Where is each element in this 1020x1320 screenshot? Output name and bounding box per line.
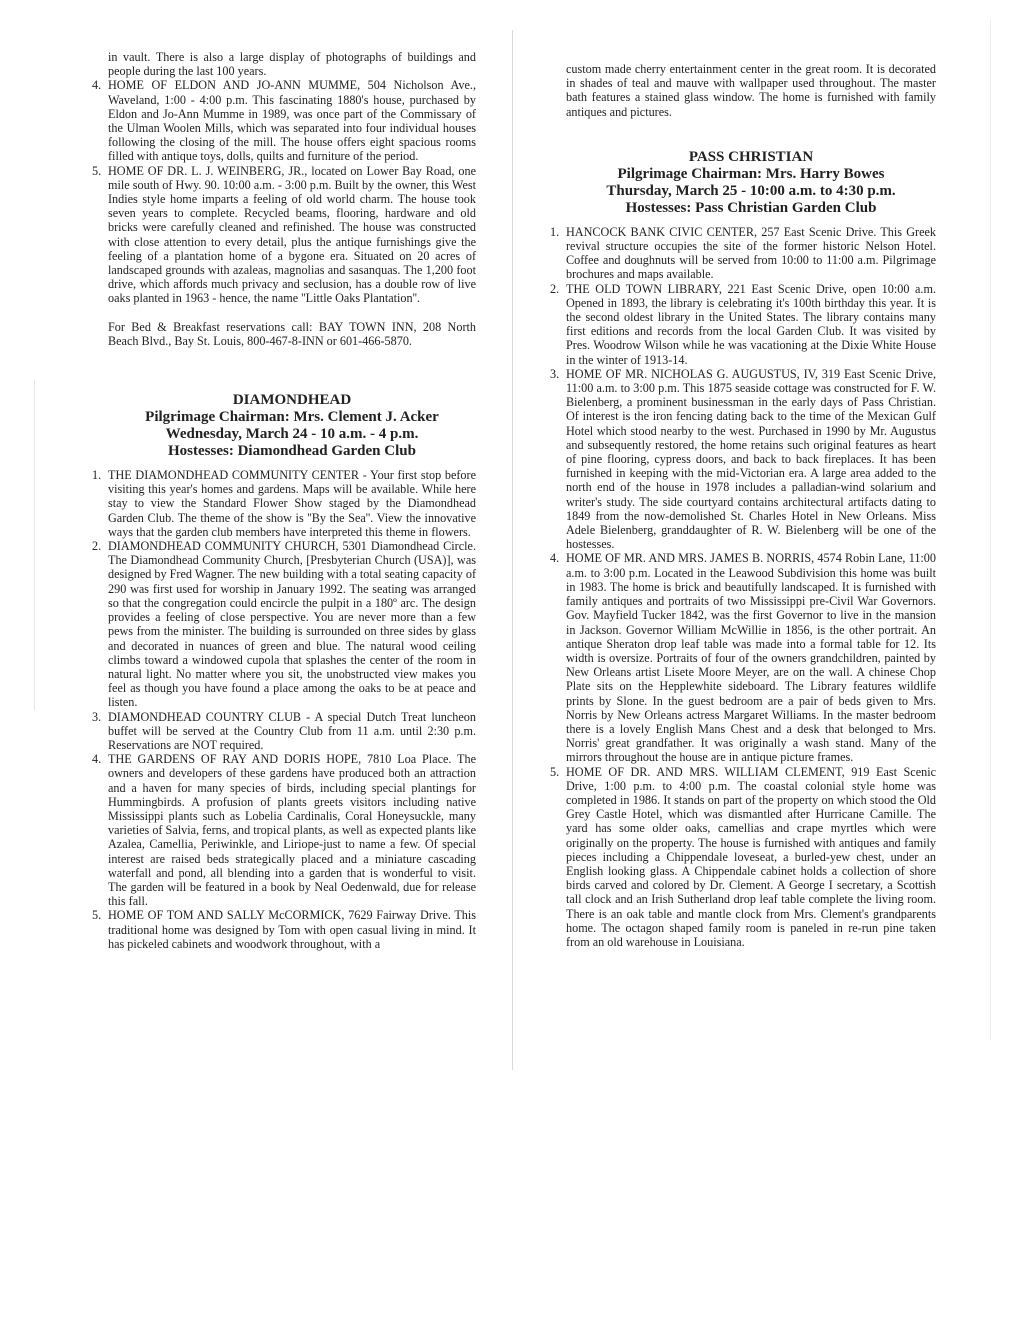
pass-christian-list (550, 224, 936, 949)
item-number: 4. (92, 752, 102, 767)
right-intro-continuation: custom made cherry entertainment center in the great room. It is decorated in shades of teal and mauve with wallpaper used throughout. The master bath features a stained glass window. The home is furnished with family antiques and pictures. (566, 62, 936, 119)
item-text: HOME OF ELDON AND JO-ANN MUMME, 504 Nicholson Ave., Waveland, 1:00 - 4:00 p.m. This fascinating 1880's house, purchased by Eldon and Jo-Ann Mumme in 1989, was once part of the Commissary of the Ulman Woolen Mills, which was separated into four individual houses following the closing of the mill. The house offers eight spacious rooms filled with antique toys, dolls, quilts and furniture of the period. (108, 78, 476, 164)
section-title: DIAMONDHEAD (232, 392, 352, 409)
item-text: THE OLD TOWN LIBRARY, 221 East Scenic Drive, open 10:00 a.m. Opened in 1893, the library is celebrating it's 100th birthday this year. It is the second oldest library in the United States. The library contains many first editions and records from the local Garden Club. It was visited by Pres. Woodrow Wilson while he was vacationing at the Dixie White House in the winter of 1913-14. (566, 281, 936, 367)
scan-edge-right (990, 20, 991, 1040)
list-item (92, 709, 476, 753)
event-date: Thursday, March 25 - 10:00 a.m. to 4:30 p.m. (606, 182, 896, 199)
list-item (550, 281, 936, 367)
right-column (550, 62, 936, 949)
diamondhead-heading (108, 392, 476, 460)
list-item (92, 78, 476, 164)
scan-edge-left (34, 380, 35, 710)
item-text: DIAMONDHEAD COUNTRY CLUB - A special Dutch Treat luncheon buffet will be served at the Country Club from 11 a.m. until 2:30 p.m. Reservations are NOT required. (108, 709, 476, 752)
item-number: 3. (550, 366, 560, 381)
item-number: 1. (550, 224, 560, 239)
item-number: 3. (92, 709, 102, 724)
list-item (92, 752, 476, 909)
page-fold-line (512, 30, 513, 1070)
list-item (550, 366, 936, 552)
list-item (550, 764, 936, 950)
pilgrimage-chairman: Pilgrimage Chairman: Mrs. Clement J. Acker (145, 409, 439, 426)
item-number: 1. (92, 468, 102, 483)
list-item (550, 224, 936, 282)
item-text: THE GARDENS OF RAY AND DORIS HOPE, 7810 Loa Place. The owners and developers of these gardens have produced both an attraction and a haven for many species of birds, including special plantings for Hummingbirds. A profusion of plants greets visitors including native Mississippi plants such as Lobelia Cardinalis, Coral Honeysuckle, many varieties of Salvia, ferns, and tropical plants, as well as expected plants like Azalea, Camellia, Periwinkle, and Liriope-just to name a few. Of special interest are raised beds strategically placed and a miniature cascading waterfall and pond, all blending into a garden that is wonderful to visit. The garden will be featured in a book by Neal Oedenwald, due for release this fall. (108, 752, 476, 909)
list-item (92, 908, 476, 951)
section-title: PASS CHRISTIAN (688, 148, 814, 165)
item-number: 5. (550, 764, 560, 779)
bed-and-breakfast-note: For Bed & Breakfast reservations call: BAY TOWN INN, 208 North Beach Blvd., Bay St. Louis, 800-467-8-INN or 601-466-5870. (108, 319, 476, 348)
pilgrimage-chairman: Pilgrimage Chairman: Mrs. Harry Bowes (617, 165, 885, 182)
hostesses: Hostesses: Diamondhead Garden Club (168, 443, 416, 460)
item-number: 5. (92, 163, 102, 178)
item-text: HOME OF MR. AND MRS. JAMES B. NORRIS, 4574 Robin Lane, 11:00 a.m. to 3:00 p.m. Located in the Leawood Subdivision this home was built in 1983. The home is brick and beautifully landscaped. It is furnished with family antiques and portraits of two Mississippi pre-Civil War Governors. Gov. Mayfield Tucker 1842, was the first Governor to live in the mansion in Jackson. Governor William McWillie in 1856, is the other portrait. An antique Sheraton drop leaf table was made into a formal table for 12. Its width is oversize. Portraits of four of the owners grandchildren, painted by New Orleans artist Lisete Moore Meyer, are on the wall. A chinese Chop Plate sits on the Hepplewhite sideboard. The Library features wildlife prints by Slone. In the guest bedroom are a pair of beds given to Mrs. Norris by New Orleans actress Margaret Williams. In the master bedroom there is a lovely English Mans Chest and a desk that belonged to Mrs. Norris' great grandfather. It was originally a wash stand. Many of the mirrors throughout the house are in antique picture frames. (566, 551, 936, 765)
pass-christian-heading (566, 149, 936, 217)
list-item (92, 163, 476, 306)
item-number: 4. (550, 551, 560, 566)
list-item (92, 539, 476, 710)
item-number: 2. (92, 539, 102, 554)
item-text: THE DIAMONDHEAD COMMUNITY CENTER - Your first stop before visiting this year's homes and gardens. Maps will be available. While here stay to view the Standard Flower Show staged by the Diamondhead Garden Club. The theme of the show is ''By the Sea''. View the innovative ways that the garden club members have interpreted this theme in flowers. (108, 468, 476, 539)
item-text: HOME OF DR. L. J. WEINBERG, JR., located on Lower Bay Road, one mile south of Hwy. 90. 10:00 a.m. - 3:00 p.m. Built by the owner, this West Indies style home imparts a feeling of old world charm. The house took seven years to complete. Recycled beams, flooring, hardware and old bricks were carefully cleaned and refinished. The house was constructed with close attention to every detail, plus the antique furnishings give the feeling of a plantation home of a bygone era. Situated on 20 acres of landscaped grounds with azaleas, magnolias and sasanquas. The 1,200 foot drive, which affords much privacy and seclusion, has a double row of live oaks planted in 1963 - hence, the name ''Little Oaks Plantation''. (108, 163, 476, 306)
item-text: DIAMONDHEAD COMMUNITY CHURCH, 5301 Diamondhead Circle. The Diamondhead Community Church, [Presbyterian Church (USA)], was designed by Fred Wagner. The new building with a total seating capacity of 290 was first used for worship in January 1992. The seating was arranged so that the congregation could encircle the pulpit in a 180º arc. The design provides a feeling of close perspective. You are never more than a few pews from the minister. The building is surrounded on three sides by glass and decorated in nuances of green and blue. The natural wood ceiling climbs toward a windowed cupola that splashes the center of the room in natural light. No matter where you sit, the unobstructed view makes you feel as though you have found a place among the oaks to be at peace and listen. (108, 539, 476, 710)
hostesses: Hostesses: Pass Christian Garden Club (625, 199, 877, 216)
left-column (92, 50, 476, 951)
item-text: HANCOCK BANK CIVIC CENTER, 257 East Scenic Drive. This Greek revival structure occupies the site of the former historic Nelson Hotel. Coffee and doughnuts will be served from 10:00 to 11:00 a.m. Pilgrimage brochures and maps available. (566, 224, 936, 282)
event-date: Wednesday, March 24 - 10 a.m. - 4 p.m. (165, 426, 419, 443)
list-item (92, 468, 476, 539)
item-text: HOME OF DR. AND MRS. WILLIAM CLEMENT, 919 East Scenic Drive, 1:00 p.m. to 4:00 p.m. The coastal colonial style home was completed in 1986. It stands on part of the property on which stood the Old Grey Castle Hotel, which was dismantled after Hurricane Camille. The yard has some older oaks, camellias and crape myrtles which were originally on the property. The house is furnished with antiques and family pieces including a Chippendale loveseat, a burled-yew chest, under an English looking glass. A Chippendale cabinet holds a collection of shore birds carved and colored by Dr. Clement. A George I secretary, a Scottish tall clock and an Irish Sutherland drop leaf table complete the living room. There is an oak table and mantle clock from Mrs. Clement's grandparents home. The octagon shaped family room is paneled in re-run pine taken from an old warehouse in Louisiana. (566, 764, 936, 949)
bay-st-louis-list (92, 78, 476, 306)
left-intro-continuation: in vault. There is also a large display of photographs of buildings and people during the last 100 years. (108, 50, 476, 79)
item-number: 2. (550, 281, 560, 296)
item-text: HOME OF MR. NICHOLAS G. AUGUSTUS, IV, 319 East Scenic Drive, 11:00 a.m. to 3:00 p.m. This 1875 seaside cottage was constructed for F. W. Bielenberg, a prominent businessman in the early days of Pass Christian. Of interest is the iron fencing dating back to the time of the Mexican Gulf Hotel which stood nearby to the west. Purchased in 1990 by Mr. Augustus and subsequently restored, the home retains such original features as heart of pine flooring, cypress doors, and back to back fireplaces. It has been furnished in keeping with the mid-Victorian era. A large area added to the north end of the house in 1978 includes a palladian-wind solarium and writer's study. The side courtyard contains architectural artifacts dating to 1849 from the now-demolished St. Charles Hotel in New Orleans. Miss Adele Bielenberg, granddaughter of R. W. Bielenberg will be one of the hostesses. (566, 366, 936, 552)
item-text: HOME OF TOM AND SALLY McCORMICK, 7629 Fairway Drive. This traditional home was designed by Tom with open casual living in mind. It has pickeled cabinets and woodwork throughout, with a (108, 908, 476, 951)
list-item (550, 551, 936, 765)
item-number: 5. (92, 908, 102, 923)
item-number: 4. (92, 78, 102, 93)
diamondhead-list (92, 468, 476, 951)
